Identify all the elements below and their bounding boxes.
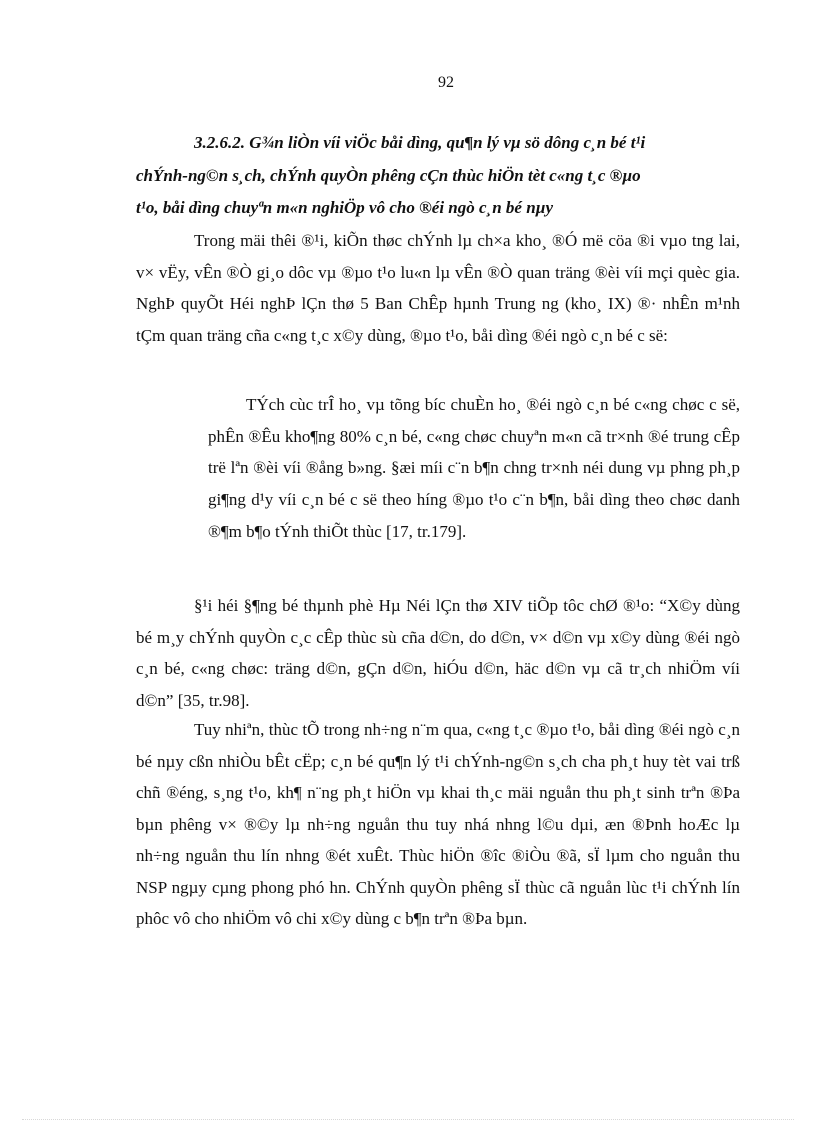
section-heading-line-1: 3.2.6.2. G¾n liÒn víi viÖc båi dìng, qu¶n lý vµ sö dông c¸n bé t¹i [194,133,646,152]
body-paragraph-2: §¹i héi §¶ng bé thµnh phè Hµ Néi lÇn thø XIV tiÕp tôc chØ ®¹o: “X©y dùng bé m¸y chÝnh quyÒn c¸c cÊp thùc sù cña d©n, do d©n, v× d©n vµ x©y dùng ®éi ngò c¸n bé, c«ng chøc: träng d©n, gÇn d©n, hiÓu d©n, häc d©n vµ cã tr¸ch nhiÖm víi d©n” [35, tr.98]. [136,596,740,710]
body-paragraph-1: Trong mäi thêi ®¹i, kiÕn thøc chÝnh lµ ch×a kho¸ ®Ó më cöa ®i vµo tng lai, v× vËy, vÊn ®Ò gi¸o dôc vµ ®µo t¹o lu«n lµ vÊn ®Ò quan träng ®èi víi mçi quèc gia. NghÞ quyÕt Héi nghÞ lÇn thø 5 Ban ChÊp hµnh Trung ng (kho¸ IX) ®· nhÊn m¹nh tÇm quan träng cña c«ng t¸c x©y dùng, ®µo t¹o, båi dìng ®éi ngò c¸n bé c së: [136,231,740,345]
body-paragraph-3: Tuy nhiªn, thùc tÕ trong nh÷ng n¨m qua, c«ng t¸c ®µo t¹o, båi dìng ®éi ngò c¸n bé nµy cßn nhiÒu bÊt cËp; c¸n bé qu¶n lý t¹i chÝnh-ng©n s¸ch cha ph¸t huy tèt vai trß chñ ®éng, s¸ng t¹o, kh¶ n¨ng ph¸t hiÖn vµ khai th¸c mäi nguån thu ph¸t sinh trªn ®Þa bµn phêng v× ®©y lµ nh÷ng nguån thu tuy nhá nhng l©u dµi, æn ®Þnh hoÆc lµ nh÷ng nguån thu lín nhng ®ét xuÊt. Thùc hiÖn ®îc ®iÒu ®ã, sÏ lµm cho nguån thu NSP ngµy cµng phong phó hn. ChÝnh quyÒn phêng sÏ thùc cã nguån lùc t¹i chÝnh lín phôc vô cho nhiÖm vô chi x©y dùng c b¶n trªn ®Þa bµn. [136,720,740,928]
section-heading-line-2: chÝnh-ng©n s¸ch, chÝnh quyÒn phêng cÇn thùc hiÖn tèt c«ng t¸c ®µo [136,165,641,185]
block-quote: TÝch cùc trÎ ho¸ vµ tõng bíc chuÈn ho¸ ®éi ngò c¸n bé c«ng chøc c së, phÊn ®Êu kho¶ng 80% c¸n bé, c«ng chøc chuyªn m«n cã tr×nh ®é trung cÊp trë lªn ®èi víi ®ång b»ng. §æi míi c¨n b¶n chng tr×nh néi dung vµ phng ph¸p gi¶ng d¹y víi c¸n bé c së theo híng ®µo t¹o c¨n b¶n, båi dìng theo chøc danh ®¶m b¶o tÝnh thiÕt thùc [17, tr.179]. [208,395,740,541]
page-bottom-divider [22,1119,794,1120]
section-heading-line-3: t¹o, båi dìng chuyªn m«n nghiÖp vô cho ®éi ngò c¸n bé nµy [136,198,554,217]
section-heading [136,127,740,225]
page-number: 92 [438,74,454,91]
